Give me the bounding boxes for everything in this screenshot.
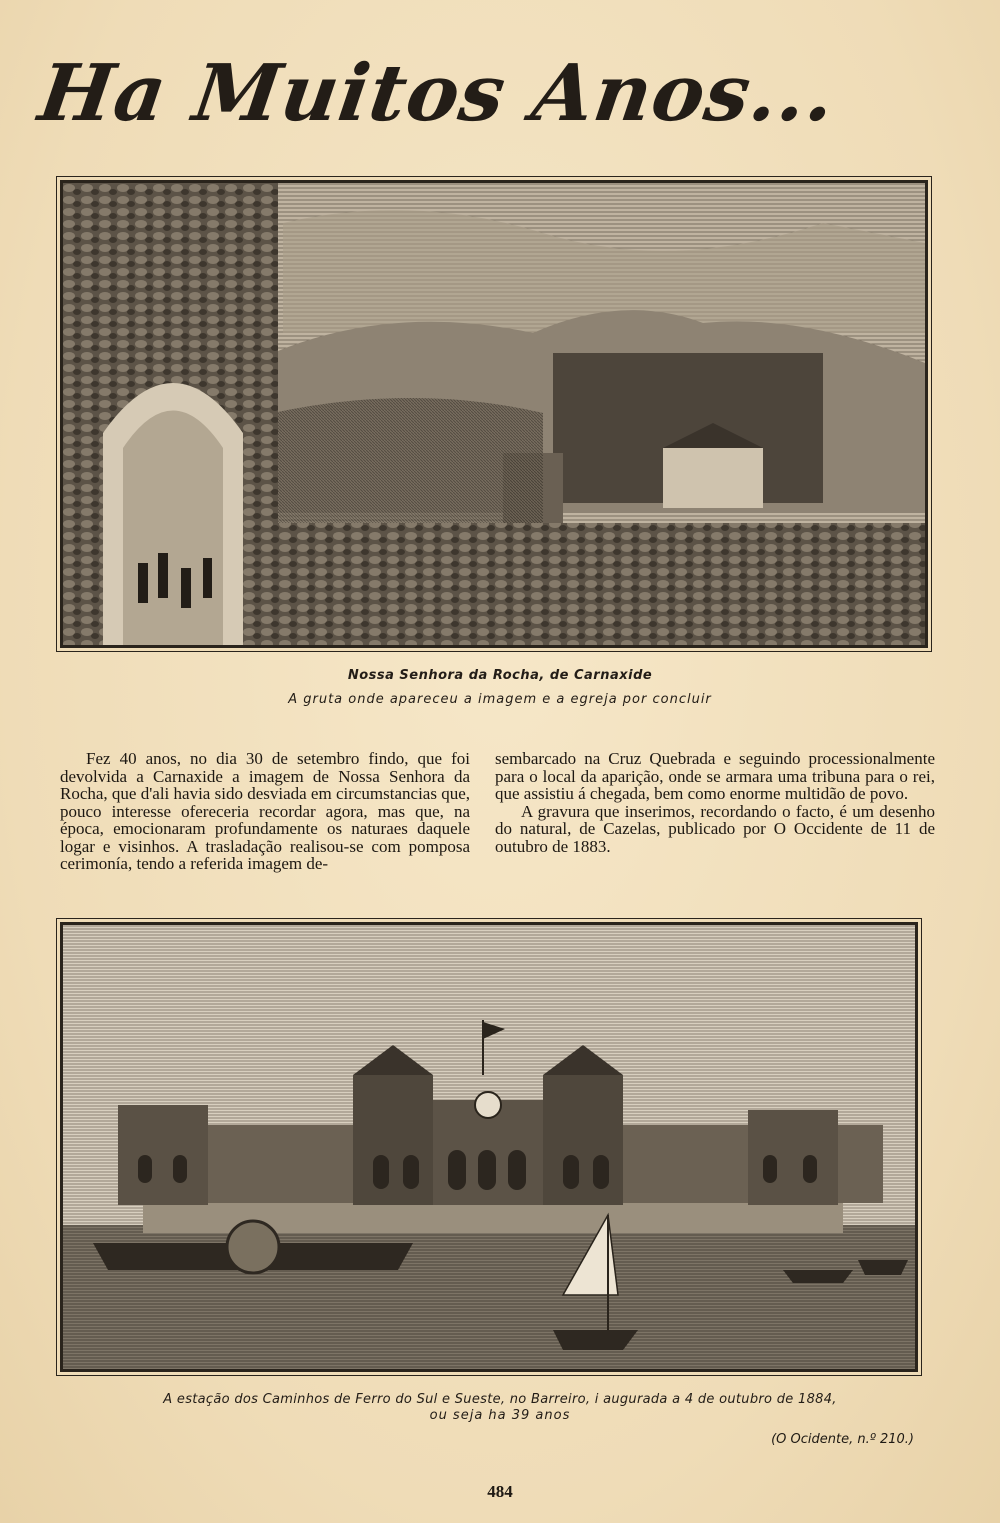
page-number: 484 bbox=[487, 1482, 513, 1501]
engraving-carnaxide bbox=[60, 180, 928, 648]
article-paragraph-2: sembarcado na Cruz Quebrada e seguindo processionalmente para o local da aparição, onde se armara uma tribuna para o rei, que assistiu á chegada, bem como enorme multidão de povo. bbox=[495, 749, 935, 803]
article-column-right bbox=[495, 750, 935, 855]
article-paragraph-3: A gravura que inserimos, recordando o facto, é um desenho do natural, de Cazelas, publicado por O Occidente de 11 de outubro de 1883. bbox=[495, 801, 935, 856]
engraving-carnaxide-drawing bbox=[63, 183, 925, 645]
engraving-barreiro-drawing bbox=[63, 925, 915, 1369]
figure2-caption-line1: A estação dos Caminhos de Ferro do Sul e Sueste, no Barreiro, i augurada a 4 de outubro de 1884, bbox=[163, 1392, 837, 1407]
figure1-title: Nossa Senhora da Rocha, de Carnaxide bbox=[347, 668, 653, 683]
engraving-barreiro-station bbox=[60, 922, 918, 1372]
page-title: Ha Muitos Anos... bbox=[33, 48, 842, 139]
article-column-left bbox=[60, 750, 470, 873]
figure2-caption-line2: ou seja ha 39 anos bbox=[429, 1408, 571, 1423]
source-citation: (O Ocidente, n.º 210.) bbox=[771, 1432, 914, 1447]
article-paragraph-1: Fez 40 anos, no dia 30 de setembro findo, que foi devolvida a Carnaxide a imagem de Nossa Senhora da Rocha, que d'ali havia sido desviada em circumstancias que, pouco interesse ofereceria recordar agora, mas que, na época, emocionaram profundamente os naturaes daquele logar e visinhos. A trasladação realisou-se com pomposa cerimonía, tendo a referida imagem de- bbox=[60, 749, 470, 873]
figure1-subtitle: A gruta onde apareceu a imagem e a egreja por concluir bbox=[288, 692, 712, 707]
